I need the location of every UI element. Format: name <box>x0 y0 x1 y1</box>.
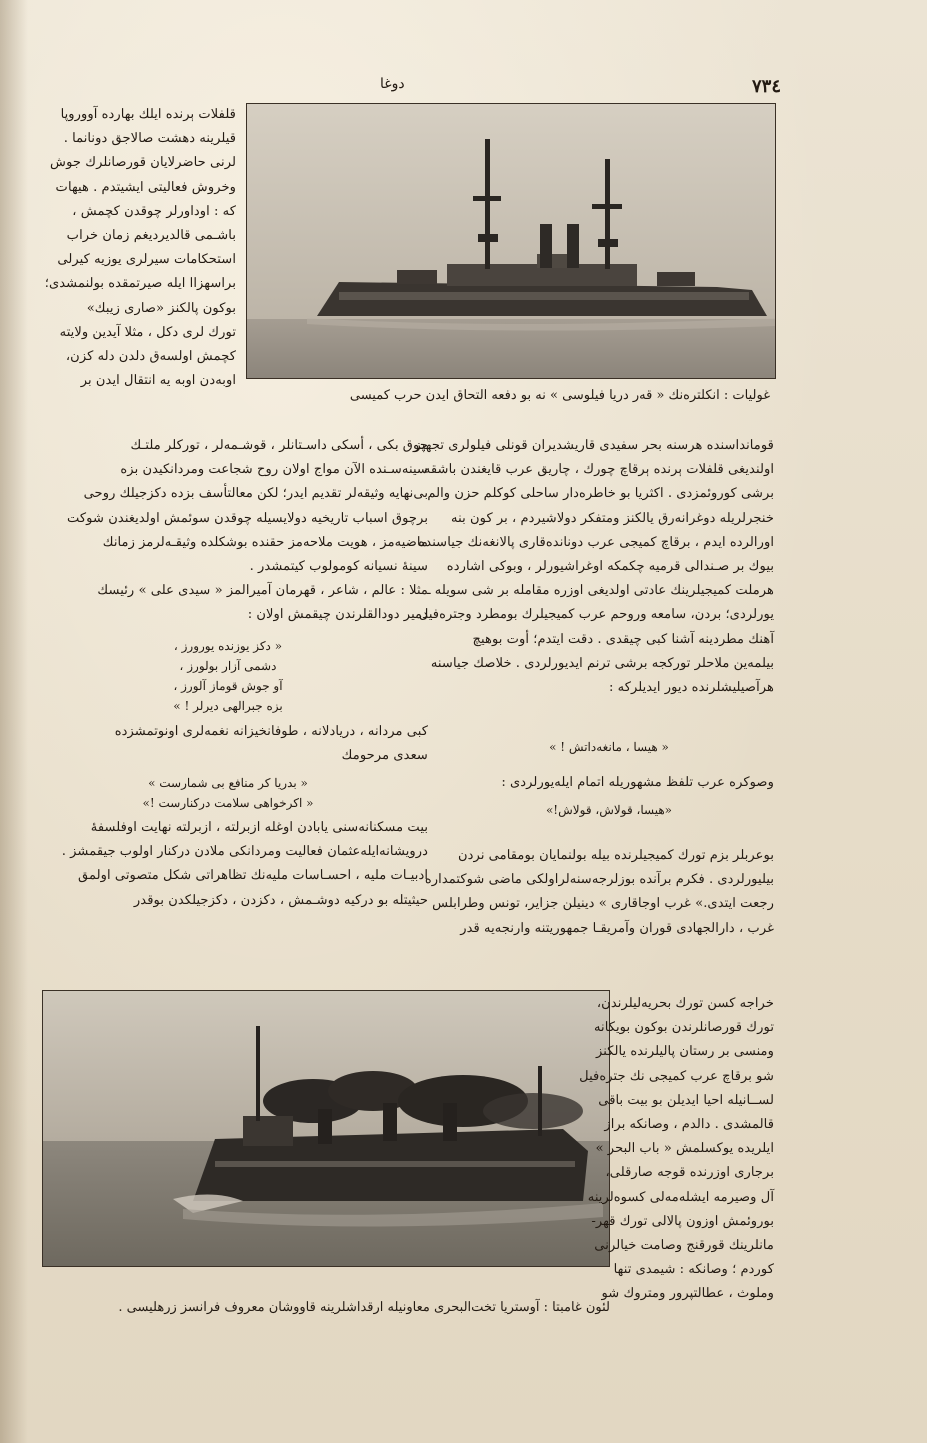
poem-line: دشمی آزار بولورز ، <box>179 659 277 673</box>
text-line: حیثیتله بو دركیه دوشـمش ، دكزدن ، دكزجیلكدن بوقدر <box>133 892 428 908</box>
text-line: چوق بكی ، أسكی داسـتانلر ، قوشـمەلر ، توركلر ملتـك <box>130 438 428 453</box>
poem-line: « دكز یوزنده یورورز ، <box>173 639 283 653</box>
text-line: كبی مردانه ، دریادلانه ، طوفانخیزانه نغمەلری اونوتمشزده <box>114 724 428 739</box>
text-line: كچمش اولسەق دلدن دله كزن، <box>65 349 236 365</box>
verse-qolash: «هیسا، قولاش، قولاش!» <box>545 803 673 817</box>
text-line: بی‌نهایه وثیقەلر تقدیم ایدر؛ لكن معالتأسف بزده دكزجیلك روحی <box>83 486 428 502</box>
text-line: لســانیله احیا ایدیلن بو بیت باقی <box>598 1092 774 1108</box>
text-line: غرب ، دارالجهادی قوران وآمریقـا جمهوریتنه وارنجەیه قدر <box>460 920 774 936</box>
text-line: قلفلات ېرنده ایلك بهارده آووروپا <box>60 107 236 122</box>
left-paragraph-3 <box>28 816 428 913</box>
text-line: سینهٔ نسیانه كومولوب كیتمشدر . <box>249 559 428 575</box>
text-line: استحكامات سیرلری یوزیه كیرلی <box>57 252 236 268</box>
text-line: درویشانەایله‌عثمان فعالیت ومردانكی ملادن دركنار اولوب جیقمشز . <box>61 844 428 860</box>
text-line: باشـمی قالدیردیغم زمان خراب <box>66 228 236 244</box>
text-line: تورك قورصانلرندن بوكون بویكانه <box>593 1020 774 1036</box>
text-line: آهنك مطردینه آشنا كبی چیقدی . دقت ایتدم؛ أوت بوهیچ <box>472 631 774 647</box>
text-line: براسهزاا ایله صیرتمقده بولنمشدی؛ <box>44 276 236 292</box>
text-line: ومنسی بر رستان پالیلرنده یالكنز <box>595 1044 774 1060</box>
text-line: وصوكره عرب تلفظ مشهوریله اتمام ایلەیورلردی : <box>501 775 774 790</box>
text-line: خراجه كسن تورك بحریەلیلرندن، <box>596 996 774 1011</box>
text-line: بیلمه‌ین ملاحلر تورکجه برشی ترنم ایدیورلردی . خلاصك جیاسنه <box>430 655 774 671</box>
text-line: بیوك بر صـندالی قرمیه چكمكه اوغراشیورلر ، وبوكی اشارده <box>446 559 774 575</box>
text-line: برشی كوروئمزدی . اكثریا بو خاطره‌دار ساحلی كوكلم حزن والم <box>427 486 774 502</box>
battleship-photo-top <box>246 103 776 379</box>
text-line: وملوث ، عطالتپرور ومتروك شو <box>601 1286 774 1302</box>
text-line: اورالرده ایدم ، برقاچ كمیجی عرب دونانده‌قاری پالانغه‌نك جیاسنده <box>418 534 774 550</box>
running-header-title: دوغا <box>380 76 405 92</box>
left-paragraph-2 <box>28 720 428 768</box>
binding-shadow <box>0 0 28 1443</box>
left-column-top <box>28 103 236 393</box>
left-column-middle <box>28 434 428 628</box>
poem-line: آو جوش قوماز آلورز ، <box>173 679 283 693</box>
right-column-bottom <box>579 992 774 1307</box>
poem-seydi-ali <box>28 636 428 716</box>
text-line: اوبەدن اوبه یه انتقال ایدن بر <box>80 373 236 389</box>
photo-bottom-caption: لئون غامبتا : آوستریا تخت‌البحری معاونیله ارقداشلرینه قاووشان معروف فرانسز زرهلیسی . <box>118 1300 610 1315</box>
text-line: ماضیەمز ، هویت ملاحەمز حقنده بوشكلده وثیقـەلرمز زمانك <box>102 534 428 550</box>
text-line: وخروش فعالیتی ایشیتدم . هیهات <box>55 179 236 195</box>
text-line: سینەسـنده الآن مواج اولان روح شجاعت ومردانكیدن بزه <box>120 462 428 478</box>
poem-saadi <box>28 773 428 813</box>
text-line: ایلریده یوكسلمش « باب البحر » <box>595 1141 774 1157</box>
page-number: ٧٣٤ <box>752 76 782 97</box>
text-line: برچوق اسباب تاریخیه دولایسیله چوقدن سوئمش اولدیغندن شوكت <box>66 510 428 526</box>
cruiser-photo-bottom <box>42 990 610 1267</box>
text-line: بوعربلر بزم تورك كمیجیلرنده بیله بولنمایان بومقامی نردن <box>457 848 774 863</box>
poem-line: « اكرخواهی سلامت دركنارست !» <box>142 796 314 810</box>
poem-line: بزه جبرالهی دیرلر ! » <box>173 699 283 713</box>
text-line: مانلرینك قورقنج وصامت خیالرنی <box>594 1238 774 1254</box>
text-line: آل وصیرمه ایشلەمەلی كسوەلرینه <box>587 1189 774 1205</box>
text-line: اولندیغی قلفلات ېرنده ېرقاچ چورك ، چاریق عرب قایغندن باشقه <box>423 462 774 478</box>
text-line: قالمشدی . دالدم ، وصانکه براز <box>604 1117 774 1133</box>
text-line: بوروئمش اوزون پالالی تورك قهر- <box>591 1213 774 1229</box>
text-line: بیلیورلردی . فكرم برآنده بوزلرجەسنەلراولكی ماضی شوكتمداره <box>424 872 774 888</box>
text-line: بیت مسكنانەسنی یابادن اوغله ازبرلته ، ازبرلته نهایت اوفلسفهٔ <box>90 820 428 835</box>
text-line: لرنی حاضرلایان قورصانلرك جوش <box>49 155 236 171</box>
text-line: رجعت ایتدی.» غرب اوجاقاری » دینیلن جزایر، تونس وطرابلس <box>432 896 774 912</box>
photo-top-caption: غولیات : انکلترەنك « قەر دریا فیلوسی » نە بو دفعە التحاق ایدن حرب كمیسی <box>349 388 770 403</box>
right-paragraph-2 <box>444 771 774 795</box>
right-paragraph-3 <box>424 844 774 941</box>
text-line: كوردم ؛ وصانکه : شیمدی تنها <box>613 1262 774 1278</box>
text-line: برجاری اوزرنده قوجه صارقلی، <box>605 1165 774 1181</box>
text-line: ادبیـات ملیه ، احسـاسات ملیەنك تظاهراتی شكل متصوتی اولمق <box>78 868 428 884</box>
verse-hisa: « هیسا ، مانغه‌داتش ! » <box>549 740 669 754</box>
text-line: تورك لری دكل ، مثلا آیدین ولایته <box>59 324 236 340</box>
text-line: هرملت كمیجیلرینك عادتی اولدیغی اوزره مقامله بر شی سویله ـ <box>426 583 774 599</box>
cruiser-illustration <box>43 991 609 1266</box>
text-line: دمیر دودالقلرندن چیقمش اولان : <box>247 607 428 623</box>
text-line: خنجرلریله دوغرانەرق یالكنز ومتفكر دولاشیردم ، بر كون بنه <box>451 510 774 526</box>
text-line: كه : اوداورلر چوقدن كچمش ، <box>72 203 236 219</box>
text-line: قیلرینه دهشت صالاجق دونانما . <box>63 131 236 147</box>
text-line: یورلردی؛ بردن، سامعه وروحم عرب كمیجیلرك بومطرد وجترەفیل <box>418 607 774 623</box>
text-line: قومانداسنده هرسنه بحر سفیدی قاریشدیران قونلی فیلولری تجهیز <box>414 438 774 453</box>
text-line: هرآصیلیشلرنده دیور ایدیلركه : <box>609 680 774 696</box>
poem-line: « بدریا كر منافع بی شمارست » <box>148 776 308 790</box>
text-line: شو برقاچ عرب كمیجی نك جترەفیل <box>579 1068 774 1084</box>
right-column-top <box>414 434 774 700</box>
text-line: سعدی مرحومك <box>341 748 428 764</box>
text-line: مثلا : عالم ، شاعر ، قهرمان آمیرالمز « سیدی علی » رئیسك <box>97 583 428 599</box>
text-line: بوكون پالكنز «صاری زیبك» <box>86 300 236 316</box>
battleship-illustration <box>247 104 775 378</box>
